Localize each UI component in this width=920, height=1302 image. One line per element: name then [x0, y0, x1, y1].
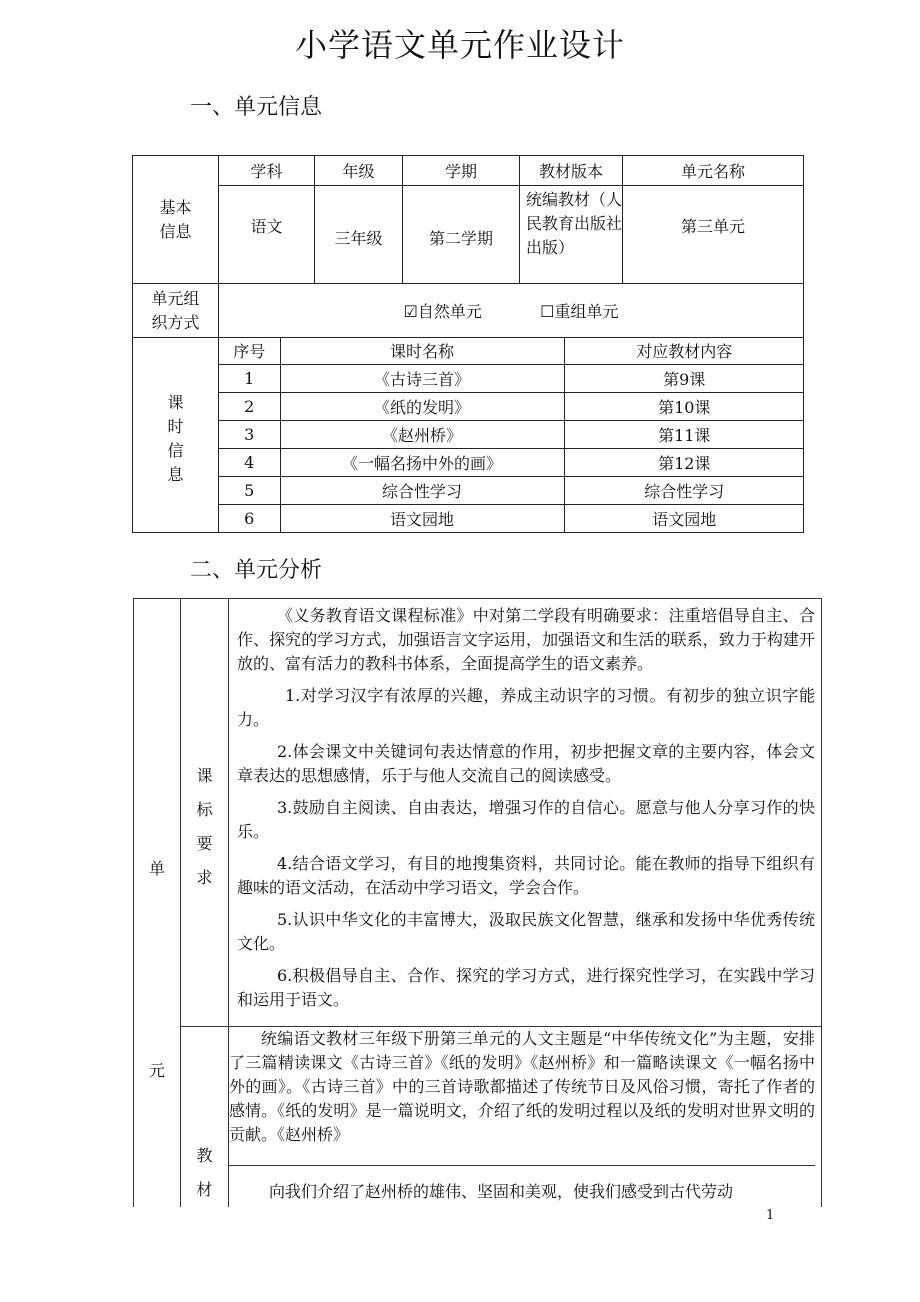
lesson-name: 《赵州桥》	[280, 420, 564, 448]
curriculum-item: 3.鼓励自主阅读、自由表达，增强习作的自信心。愿意与他人分享习作的快乐。	[237, 798, 815, 841]
table-row	[219, 448, 804, 476]
org-method-label: 单元组织方式	[133, 284, 219, 338]
section-heading-unit-info: 一、单元信息	[190, 95, 323, 120]
curriculum-item: 6.积极倡导自主、合作、探究的学习方式，进行探究性学习，在实践中学习和运用于语文。	[237, 966, 815, 1009]
table-row	[219, 364, 804, 392]
lesson-name: 《古诗三首》	[280, 364, 564, 392]
lesson-content: 第10课	[564, 392, 804, 420]
lesson-content: 第12课	[564, 448, 804, 476]
lesson-no: 5	[219, 476, 280, 504]
curriculum-label: 课 标 要 求	[181, 599, 229, 1027]
textbook-para: 统编语文教材三年级下册第三单元的人文主题是“中华传统文化”为主题，安排了三篇精读课文《古诗三首》《纸的发明》《赵州桥》和一篇略读课文《一幅名扬中外的画》。《古诗三首》中的三首诗歌都描述了传统节日及风俗习惯，寄托了作者的感情。《纸的发明》是一篇说明文，介绍了纸的发明过程以及纸的发明对世界文明的贡献。《赵州桥》	[229, 1029, 815, 1144]
textbook-label: 教 材	[181, 1027, 229, 1208]
value-unit-name: 第三单元	[623, 186, 804, 284]
curriculum-item: 5.认识中华文化的丰富博大，汲取民族文化智慧，继承和发扬中华优秀传统文化。	[237, 910, 815, 953]
checked-box-icon: ☑	[403, 302, 418, 321]
lesson-header-name: 课时名称	[280, 338, 564, 364]
unit-label: 单 元	[134, 599, 181, 1208]
lesson-table	[219, 338, 804, 532]
unchecked-box-icon: ☐	[540, 302, 555, 321]
document-title: 小学语文单元作业设计	[294, 26, 625, 64]
textbook-para: 向我们介绍了赵州桥的雄伟、坚固和美观，使我们感受到古代劳动	[269, 1182, 734, 1201]
lesson-content: 综合性学习	[564, 476, 804, 504]
lesson-name: 《纸的发明》	[280, 392, 564, 420]
regroup-unit-option[interactable]: ☐重组单元	[540, 302, 619, 321]
table-row	[219, 392, 804, 420]
header-semester: 学期	[403, 156, 520, 186]
value-textbook-version: 统编教材（人民教育出版社出版）	[520, 186, 623, 284]
textbook-analysis	[229, 1027, 822, 1208]
lesson-no: 1	[219, 364, 280, 392]
table-row	[219, 420, 804, 448]
section-heading-unit-analysis: 二、单元分析	[190, 558, 323, 583]
lesson-name: 语文园地	[280, 504, 564, 532]
value-subject: 语文	[219, 186, 315, 284]
lesson-name: 综合性学习	[280, 476, 564, 504]
lesson-content: 第11课	[564, 420, 804, 448]
curriculum-item: 1.对学习汉字有浓厚的兴趣，养成主动识字的习惯。有初步的独立识字能力。	[237, 686, 815, 729]
basic-info-label: 基本信息	[133, 156, 219, 284]
header-grade: 年级	[315, 156, 403, 186]
table-row	[219, 476, 804, 504]
lesson-no: 2	[219, 392, 280, 420]
lesson-header-no: 序号	[219, 338, 280, 364]
natural-unit-option[interactable]: ☑自然单元	[403, 302, 482, 321]
org-method-options	[219, 284, 804, 338]
lesson-no: 3	[219, 420, 280, 448]
table-row	[219, 504, 804, 532]
value-grade: 三年级	[315, 186, 403, 284]
curriculum-item: 2.体会课文中关键词句表达情意的作用，初步把握文章的主要内容，体会文章表达的思想感情，乐于与他人交流自己的阅读感受。	[237, 742, 815, 785]
lesson-name: 《一幅名扬中外的画》	[280, 448, 564, 476]
curriculum-intro: 《义务教育语文课程标准》中对第二学段有明确要求：注重培倡导自主、合作、探究的学习方式，加强语言文字运用，加强语文和生活的联系，致力于构建开放的、富有活力的教科书体系，全面提高学生的语文素养。	[237, 606, 815, 673]
lesson-content: 第9课	[564, 364, 804, 392]
header-unit-name: 单元名称	[623, 156, 804, 186]
lesson-info-label: 课 时 信 息	[133, 338, 219, 533]
lesson-content: 语文园地	[564, 504, 804, 532]
curriculum-requirements	[229, 599, 822, 1027]
page-number: 1	[766, 1208, 775, 1223]
header-textbook-version: 教材版本	[520, 156, 623, 186]
header-subject: 学科	[219, 156, 315, 186]
value-semester: 第二学期	[403, 186, 520, 284]
unit-analysis-table	[133, 598, 822, 1207]
lesson-no: 6	[219, 504, 280, 532]
lesson-header-content: 对应教材内容	[564, 338, 804, 364]
unit-info-table	[132, 155, 804, 533]
lesson-no: 4	[219, 448, 280, 476]
curriculum-item: 4.结合语文学习，有目的地搜集资料，共同讨论。能在教师的指导下组织有趣味的语文活动，在活动中学习语文，学会合作。	[237, 854, 815, 897]
